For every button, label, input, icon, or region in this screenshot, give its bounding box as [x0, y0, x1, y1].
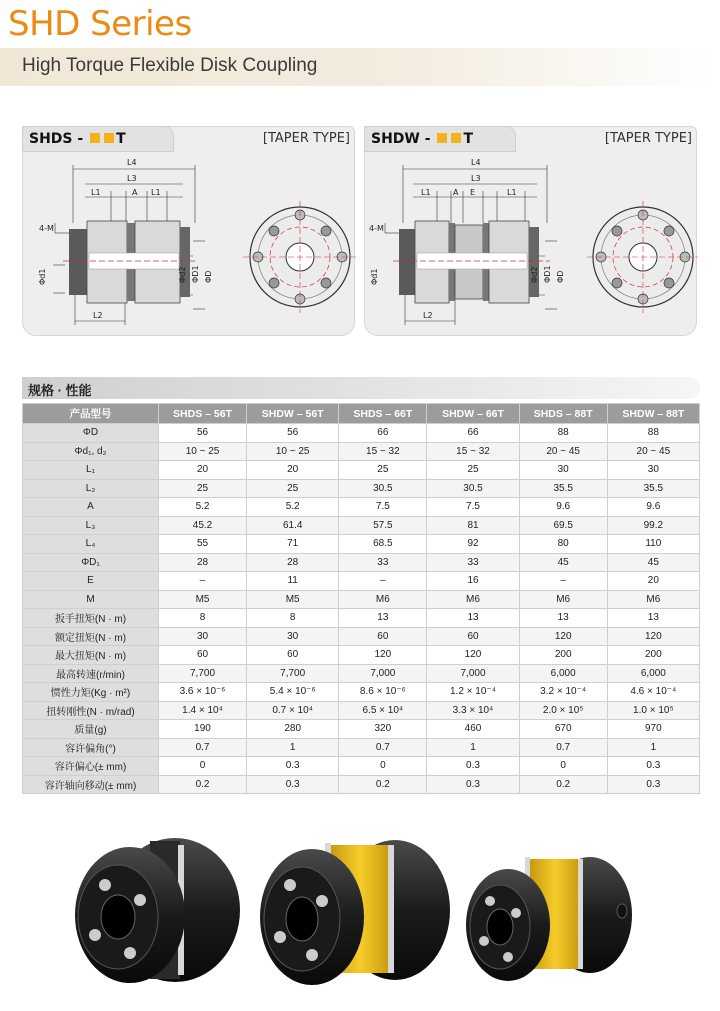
table-cell: 61.4: [247, 516, 339, 535]
table-cell: 10 ~ 25: [247, 442, 339, 461]
table-cell: 13: [519, 609, 607, 628]
table-cell: 35.5: [607, 479, 699, 498]
row-label: 最高转速(r/min): [23, 664, 159, 683]
table-cell: 13: [607, 609, 699, 628]
table-cell: 0.7: [519, 738, 607, 757]
table-cell: 0.2: [339, 775, 427, 794]
taper-type-label: [TAPER TYPE]: [604, 131, 692, 146]
subtitle: High Torque Flexible Disk Coupling: [22, 55, 318, 76]
table-cell: 200: [607, 646, 699, 665]
table-cell: 11: [247, 572, 339, 591]
row-label: 额定扭矩(N · m): [23, 627, 159, 646]
column-header: SHDS – 56T: [159, 404, 247, 424]
table-cell: 33: [339, 553, 427, 572]
table-cell: 2.0 × 10⁵: [519, 701, 607, 720]
column-header: SHDW – 88T: [607, 404, 699, 424]
table-row: [23, 553, 700, 572]
table-cell: 69.5: [519, 516, 607, 535]
row-label: E: [23, 572, 159, 591]
placeholder-square-icon: [451, 133, 461, 143]
table-row: [23, 424, 700, 443]
panel-tab-label: SHDW - T: [371, 131, 473, 147]
table-cell: 20 ~ 45: [607, 442, 699, 461]
table-row: [23, 516, 700, 535]
table-cell: 190: [159, 720, 247, 739]
table-cell: 0.7: [159, 738, 247, 757]
table-cell: 8: [247, 609, 339, 628]
dim-label: 4-M: [369, 224, 384, 233]
spec-section-title: 规格 · 性能: [28, 383, 92, 398]
row-label: ΦD: [23, 424, 159, 443]
table-cell: 0.3: [607, 775, 699, 794]
table-cell: 92: [427, 535, 519, 554]
table-cell: 8: [159, 609, 247, 628]
table-cell: 25: [247, 479, 339, 498]
dim-label: A: [132, 188, 138, 197]
drawing-panel-shds: [22, 126, 355, 336]
table-row: [23, 738, 700, 757]
table-cell: 1: [247, 738, 339, 757]
table-row: [23, 609, 700, 628]
table-row: [23, 646, 700, 665]
table-cell: 120: [519, 627, 607, 646]
table-row: [23, 683, 700, 702]
table-cell: 56: [159, 424, 247, 443]
table-cell: 20: [159, 461, 247, 480]
table-cell: 5.2: [247, 498, 339, 517]
table-row: [23, 535, 700, 554]
table-cell: 33: [427, 553, 519, 572]
table-cell: 0.2: [159, 775, 247, 794]
table-cell: 4.6 × 10⁻⁴: [607, 683, 699, 702]
table-cell: 3.2 × 10⁻⁴: [519, 683, 607, 702]
panel-tab: [364, 126, 516, 152]
table-cell: 13: [427, 609, 519, 628]
row-label: M: [23, 590, 159, 609]
table-row: [23, 720, 700, 739]
table-cell: 7,700: [247, 664, 339, 683]
table-cell: 0.7: [339, 738, 427, 757]
table-cell: 25: [339, 461, 427, 480]
table-cell: 20: [247, 461, 339, 480]
table-cell: 3.6 × 10⁻⁶: [159, 683, 247, 702]
table-cell: 30: [159, 627, 247, 646]
table-cell: 280: [247, 720, 339, 739]
table-cell: 120: [427, 646, 519, 665]
table-cell: 15 ~ 32: [339, 442, 427, 461]
table-row: [23, 479, 700, 498]
table-cell: 45: [607, 553, 699, 572]
coupling-photo-small: [466, 857, 632, 981]
dim-label: Φd2: [178, 266, 187, 283]
table-cell: 7.5: [339, 498, 427, 517]
drawing-panel-shdw: [364, 126, 697, 336]
dim-label: ΦD1: [543, 265, 552, 283]
table-cell: 1.4 × 10⁴: [159, 701, 247, 720]
dim-label: ΦD: [204, 270, 213, 283]
table-cell: 45.2: [159, 516, 247, 535]
table-row: [23, 627, 700, 646]
table-cell: 6,000: [519, 664, 607, 683]
table-row: [23, 664, 700, 683]
placeholder-square-icon: [90, 133, 100, 143]
table-cell: 6.5 × 10⁴: [339, 701, 427, 720]
table-cell: 0.2: [519, 775, 607, 794]
subtitle-band: [0, 48, 720, 86]
table-cell: 88: [519, 424, 607, 443]
table-cell: 3.3 × 10⁴: [427, 701, 519, 720]
row-label: Φd₁, d₂: [23, 442, 159, 461]
table-cell: 7,700: [159, 664, 247, 683]
row-label: L₁: [23, 461, 159, 480]
table-cell: 60: [247, 646, 339, 665]
table-cell: 35.5: [519, 479, 607, 498]
table-cell: 28: [247, 553, 339, 572]
coupling-photo-shdw: [260, 840, 450, 985]
table-cell: 0: [339, 757, 427, 776]
table-cell: 5.4 × 10⁻⁶: [247, 683, 339, 702]
row-label: 扳手扭矩(N · m): [23, 609, 159, 628]
spec-table: [22, 403, 700, 794]
placeholder-square-icon: [437, 133, 447, 143]
table-cell: 30: [607, 461, 699, 480]
dim-label: ΦD1: [191, 265, 200, 283]
table-cell: 9.6: [607, 498, 699, 517]
table-cell: 0.3: [427, 757, 519, 776]
table-cell: 25: [427, 461, 519, 480]
table-row: [23, 442, 700, 461]
spec-table-header-row: [23, 404, 700, 424]
table-cell: 1: [427, 738, 519, 757]
table-cell: M6: [427, 590, 519, 609]
table-cell: 20: [607, 572, 699, 591]
table-cell: 71: [247, 535, 339, 554]
table-cell: 970: [607, 720, 699, 739]
table-row: [23, 572, 700, 591]
table-cell: M6: [607, 590, 699, 609]
table-cell: 81: [427, 516, 519, 535]
row-label: 容许偏角(°): [23, 738, 159, 757]
table-cell: 30: [519, 461, 607, 480]
row-label: 扭转刚性(N · m/rad): [23, 701, 159, 720]
column-header: SHDW – 56T: [247, 404, 339, 424]
dim-label: E: [470, 188, 476, 197]
column-header: SHDS – 66T: [339, 404, 427, 424]
row-label: ΦD₁: [23, 553, 159, 572]
table-row: [23, 590, 700, 609]
table-cell: 0.7 × 10⁴: [247, 701, 339, 720]
table-cell: 9.6: [519, 498, 607, 517]
table-cell: –: [159, 572, 247, 591]
table-cell: 80: [519, 535, 607, 554]
table-cell: 60: [339, 627, 427, 646]
dim-label: L4: [471, 158, 481, 167]
row-label: 质量(g): [23, 720, 159, 739]
panel-tab-label: SHDS - T: [29, 131, 126, 147]
row-label: L₃: [23, 516, 159, 535]
dim-label: L3: [127, 174, 137, 183]
table-cell: 0: [159, 757, 247, 776]
dim-label: Φd1: [38, 268, 47, 285]
table-cell: 0.3: [247, 775, 339, 794]
table-cell: M5: [247, 590, 339, 609]
column-header: 产品型号: [23, 404, 159, 424]
table-row: [23, 775, 700, 794]
table-cell: 0.3: [247, 757, 339, 776]
dim-label: ΦD: [556, 270, 565, 283]
table-cell: 66: [339, 424, 427, 443]
row-label: 容许偏心(± mm): [23, 757, 159, 776]
dim-label: L2: [423, 311, 433, 320]
table-cell: 0: [519, 757, 607, 776]
table-cell: 60: [427, 627, 519, 646]
table-cell: 55: [159, 535, 247, 554]
table-cell: 120: [339, 646, 427, 665]
table-cell: 120: [607, 627, 699, 646]
spec-section-header: [22, 377, 700, 399]
table-cell: M6: [519, 590, 607, 609]
table-cell: 20 ~ 45: [519, 442, 607, 461]
table-cell: 60: [159, 646, 247, 665]
table-cell: 320: [339, 720, 427, 739]
table-cell: 200: [519, 646, 607, 665]
table-cell: 6,000: [607, 664, 699, 683]
table-cell: 30: [247, 627, 339, 646]
table-row: [23, 461, 700, 480]
row-label: 最大扭矩(N · m): [23, 646, 159, 665]
table-cell: 30.5: [427, 479, 519, 498]
table-cell: 15 ~ 32: [427, 442, 519, 461]
dim-label: Φd2: [530, 266, 539, 283]
dim-label: L1: [421, 188, 431, 197]
dim-label: A: [453, 188, 459, 197]
table-cell: 8.6 × 10⁻⁶: [339, 683, 427, 702]
dim-label: 4-M: [39, 224, 54, 233]
row-label: 容许轴向移动(± mm): [23, 775, 159, 794]
table-cell: 66: [427, 424, 519, 443]
technical-drawing-shdw: [365, 153, 698, 337]
column-header: SHDS – 88T: [519, 404, 607, 424]
dim-label: L1: [91, 188, 101, 197]
technical-drawing-shds: [23, 153, 356, 337]
table-cell: M5: [159, 590, 247, 609]
row-label: L₄: [23, 535, 159, 554]
table-cell: 99.2: [607, 516, 699, 535]
table-cell: 1.0 × 10⁵: [607, 701, 699, 720]
series-title: SHD Series: [8, 4, 192, 44]
table-cell: 460: [427, 720, 519, 739]
table-cell: 1.2 × 10⁻⁴: [427, 683, 519, 702]
dim-label: Φd1: [370, 268, 379, 285]
table-cell: 30.5: [339, 479, 427, 498]
column-header: SHDW – 66T: [427, 404, 519, 424]
table-cell: 28: [159, 553, 247, 572]
coupling-photo-shds: [75, 838, 240, 983]
table-cell: 670: [519, 720, 607, 739]
row-label: 惯性力矩(Kg · m²): [23, 683, 159, 702]
table-cell: 68.5: [339, 535, 427, 554]
table-cell: M6: [339, 590, 427, 609]
table-cell: 7,000: [427, 664, 519, 683]
table-cell: 45: [519, 553, 607, 572]
dim-label: L3: [471, 174, 481, 183]
table-cell: 7,000: [339, 664, 427, 683]
table-cell: 10 ~ 25: [159, 442, 247, 461]
dim-label: L1: [151, 188, 161, 197]
table-cell: 110: [607, 535, 699, 554]
dim-label: L1: [507, 188, 517, 197]
table-row: [23, 757, 700, 776]
dim-label: L4: [127, 158, 137, 167]
table-cell: 1: [607, 738, 699, 757]
product-photos: [0, 815, 720, 1011]
panel-tab: [22, 126, 174, 152]
table-cell: 5.2: [159, 498, 247, 517]
row-label: A: [23, 498, 159, 517]
row-label: L₂: [23, 479, 159, 498]
table-cell: 0.3: [427, 775, 519, 794]
placeholder-square-icon: [104, 133, 114, 143]
table-cell: 57.5: [339, 516, 427, 535]
table-cell: –: [519, 572, 607, 591]
dim-label: L2: [93, 311, 103, 320]
taper-type-label: [TAPER TYPE]: [262, 131, 350, 146]
table-row: [23, 498, 700, 517]
table-cell: 13: [339, 609, 427, 628]
table-cell: 25: [159, 479, 247, 498]
table-cell: 7.5: [427, 498, 519, 517]
table-cell: 0.3: [607, 757, 699, 776]
table-row: [23, 701, 700, 720]
table-cell: –: [339, 572, 427, 591]
table-cell: 56: [247, 424, 339, 443]
table-cell: 16: [427, 572, 519, 591]
table-cell: 88: [607, 424, 699, 443]
